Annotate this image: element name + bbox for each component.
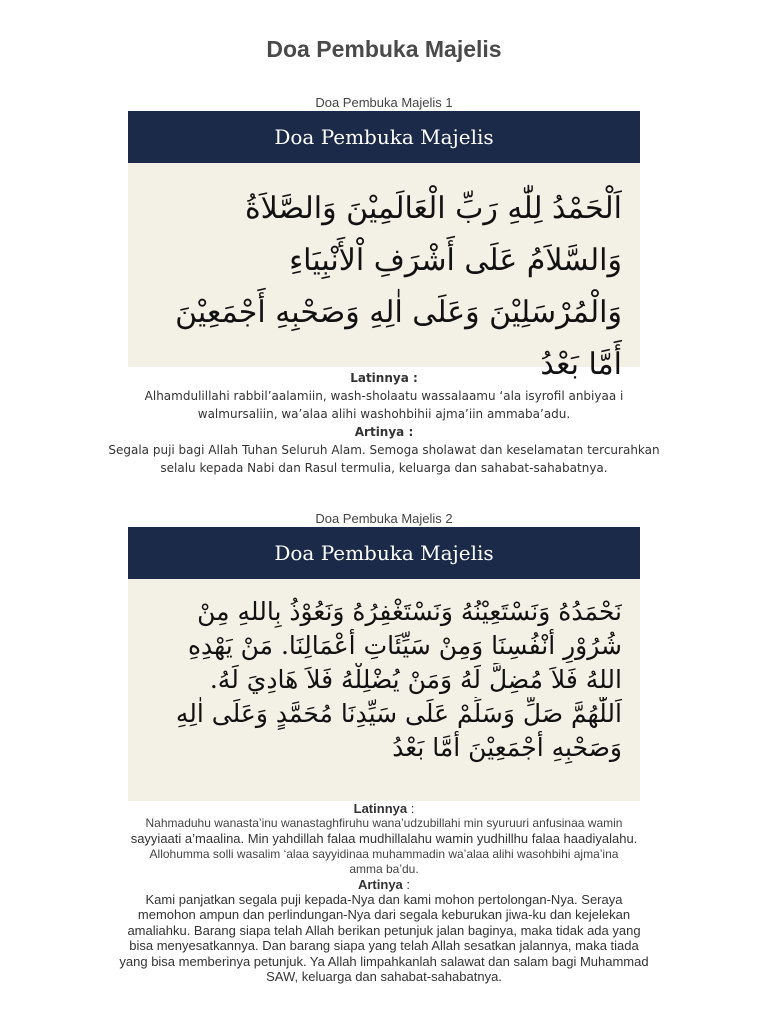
page-title: Doa Pembuka Majelis xyxy=(266,36,502,62)
translation-block-2 xyxy=(86,801,682,985)
meaning-line: selalu kepada Nabi dan Rasul termulia, keluarga dan sahabat-sahabatnya. xyxy=(160,461,608,475)
meaning-line: bisa menyesatkannya. Dan barang siapa yang telah Allah sesatkan jalannya, maka tiada xyxy=(129,938,639,953)
meaning-line: yang bisa memberinya petunjuk. Ya Allah limpahkanlah salawat dan salam bagi Muhammad xyxy=(119,953,649,969)
meaning-line: Kami panjatkan segala puji kepada-Nya dan kami mohon pertolongan-Nya. Seraya xyxy=(145,891,623,907)
arabic-line: وَالسَّلاَمُ عَلَى أَشْرَفِ اْلأَنْبِيَاءِ xyxy=(289,243,622,278)
meaning-line: SAW, keluarga dan sahabat-sahabatnya. xyxy=(266,969,502,984)
meaning-label: Artinya : xyxy=(354,425,414,439)
latin-label: Latinnya : xyxy=(350,371,418,385)
meaning-line: amaliahku. Barang siapa telah Allah berikan petunjuk jalan baginya, maka tidak ada yang xyxy=(127,922,641,938)
arabic-line: اللهُ فَلاَ مُضِلَّ لَهُ وَمَنْ يُضْلِلْهُ فَلاَ هَادِيَ لَهُ. xyxy=(209,665,622,694)
arabic-text-2 xyxy=(128,579,640,765)
latin-line: sayyiaati a’maalina. Min yahdillah falaa mudhillalahu wamin yudhillhu falaa haadiyalahu. xyxy=(130,831,638,846)
latin-label: Latinnya xyxy=(353,801,408,816)
arabic-line: اَلْحَمْدُ لِلّٰهِ رَبِّ الْعَالَمِيْنَ وَالصَّلاَةُ xyxy=(244,191,622,226)
meaning-line: Segala puji bagi Allah Tuhan Seluruh Alam. Semoga sholawat dan keselamatan tercurahkan xyxy=(108,443,660,457)
arabic-line: اَللّٰهُمَّ صَلِّ وَسَلِّمْ عَلَى سَيِّدِنَا مُحَمَّدٍ وَعَلَى اٰلِهِ xyxy=(175,699,622,728)
latin-line: Alhamdulillahi rabbil’aalamiin, wash-sholaatu wassalaamu ‘ala isyrofil anbiyaa i xyxy=(144,389,624,403)
image-caption-2: Doa Pembuka Majelis 2 xyxy=(315,511,453,526)
latin-line: Nahmaduhu wanasta’inu wanastaghfiruhu wana’udzubillahi min syuruuri anfusinaa wamin xyxy=(145,816,623,830)
arabic-line: وَصَحْبِهِ أَجْمَعِيْنَ أَمَّا بَعْدُ xyxy=(392,733,622,762)
translation-block-1 xyxy=(86,369,682,477)
image-1-header: Doa Pembuka Majelis xyxy=(128,111,640,163)
arabic-line: وَالْمُرْسَلِيْنَ وَعَلَى اٰلِهِ وَصَحْبِهِ أَجْمَعِيْنَ xyxy=(175,295,622,330)
meaning-line: memohon ampun dan perlindungan-Nya dari segala keburukan jiwa-ku dan kejelekan xyxy=(137,907,631,922)
latin-label-colon: : xyxy=(407,801,415,816)
image-caption-1: Doa Pembuka Majelis 1 xyxy=(315,95,453,110)
latin-line: Allohumma solli wasalim ‘alaa sayyidinaa muhammadin wa’alaa alihi wasohbihi ajma’ina xyxy=(149,846,619,861)
latin-line: amma ba’du. xyxy=(349,861,419,876)
arabic-line: نَحْمَدُهُ وَنَسْتَعِيْنُهُ وَنَسْتَغْفِرُهُ وَنَعُوْذُ بِاللهِ مِنْ xyxy=(197,597,622,626)
arabic-line: شُرُوْرِ أَنْفُسِنَا وَمِنْ سَيِّئَاتِ أَعْمَالِنَا. مَنْ يَهْدِهِ xyxy=(187,631,622,660)
doa-image-2 xyxy=(128,527,640,801)
arabic-line: أَمَّا بَعْدُ xyxy=(540,347,622,382)
arabic-text-1 xyxy=(128,163,640,391)
latin-line: walmursaliin, wa’alaa alihi washohbihii ajma’iin ammaba’adu. xyxy=(197,407,571,421)
meaning-label-colon: : xyxy=(402,876,411,892)
meaning-label: Artinya xyxy=(357,876,403,892)
image-2-header: Doa Pembuka Majelis xyxy=(128,527,640,579)
